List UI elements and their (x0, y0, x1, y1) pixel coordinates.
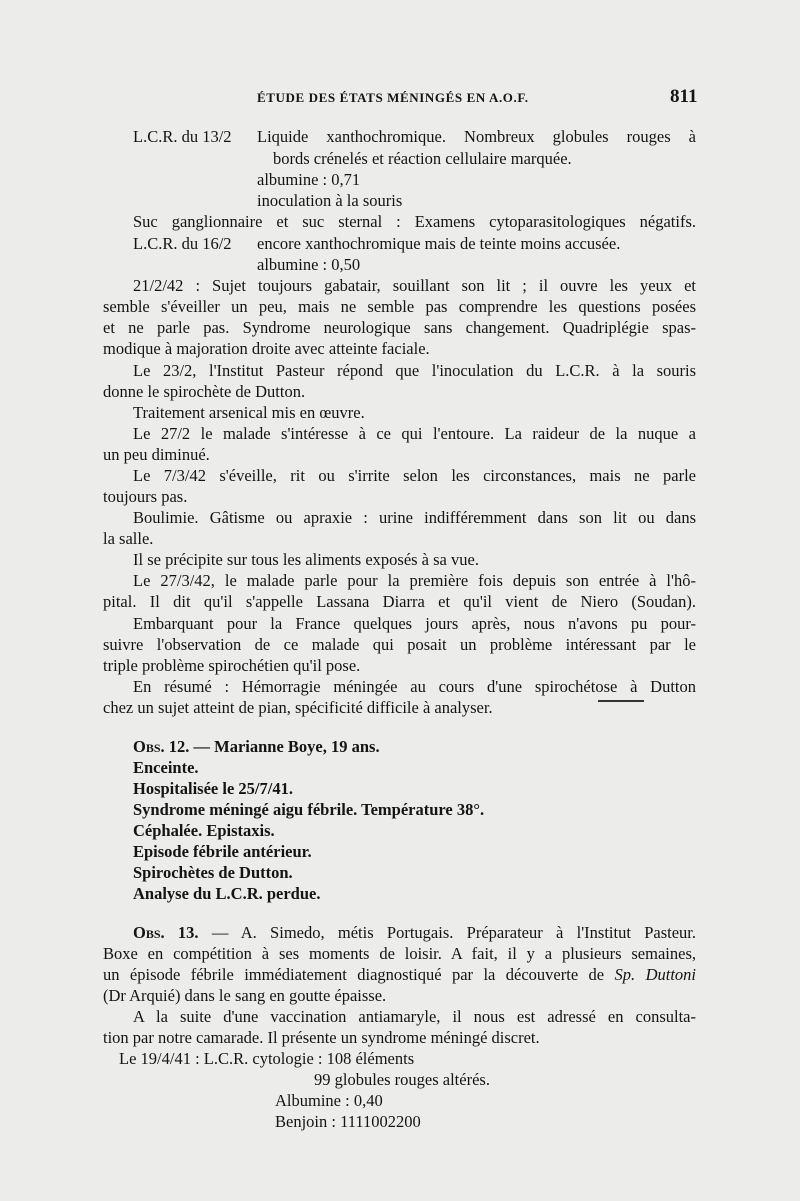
obs-12-heading (133, 737, 380, 757)
running-header (0, 86, 800, 110)
obs-13-globules: 99 globules rouges altérés. (314, 1070, 490, 1089)
end-rule (598, 700, 644, 702)
para-boulimie-line-2: la salle. (103, 529, 154, 548)
para-23-2-line-1: Le 23/2, l'Institut Pasteur répond que l'inoculation du L.C.R. à la souris (133, 361, 696, 380)
lcr-13-2-result-cont: bords crénelés et réaction cellulaire marquée. (273, 149, 572, 168)
species-name: Sp. Duttoni (614, 965, 697, 984)
obs-13-line-5: A la suite d'une vaccination antiamaryle, il nous est adressé en consulta- (133, 1007, 696, 1026)
para-precipite: Il se précipite sur tous les aliments exposés à sa vue. (133, 550, 479, 569)
para-7-3-line-1: Le 7/3/42 s'éveille, rit ou s'irrite selon les circonstances, mais ne parle (133, 466, 696, 485)
obs-13-line-3-text: un épisode fébrile immédiatement diagnostiqué par la découverte de (103, 965, 615, 984)
lcr-16-2-albumine: albumine : 0,50 (257, 255, 361, 274)
obs-12-line-5: Episode fébrile antérieur. (133, 842, 312, 861)
para-boulimie-line-1: Boulimie. Gâtisme ou apraxie : urine indifféremment dans son lit ou dans (133, 508, 696, 527)
para-21-2-line-1: 21/2/42 : Sujet toujours gabatair, souillant son lit ; il ouvre les yeux et (133, 276, 696, 295)
obs-13-albumine: Albumine : 0,40 (275, 1091, 383, 1110)
obs-13-line-6: tion par notre camarade. Il présente un syndrome méningé discret. (103, 1028, 540, 1047)
obs-12-line-1: Enceinte. (133, 758, 199, 777)
obs-12-line-2: Hospitalisée le 25/7/41. (133, 779, 293, 798)
para-27-2-line-1: Le 27/2 le malade s'intéresse à ce qui l'entoure. La raideur de la nuque a (133, 424, 696, 443)
lcr-16-2-label: L.C.R. du 16/2 (133, 234, 232, 253)
lcr-13-2-inoculation: inoculation à la souris (257, 191, 403, 210)
para-27-3-line-1: Le 27/3/42, le malade parle pour la première fois depuis son entrée à l'hô- (133, 571, 696, 590)
para-traitement: Traitement arsenical mis en œuvre. (133, 403, 365, 422)
para-embarquant-line-1: Embarquant pour la France quelques jours après, nous n'avons pu pour- (133, 614, 696, 633)
para-resume-line-2: chez un sujet atteint de pian, spécificité difficile à analyser. (103, 698, 493, 717)
obs-12-label: Obs. 12. (133, 737, 190, 756)
obs-13-label: Obs. 13. (133, 923, 199, 942)
para-embarquant-line-2: suivre l'observation de ce malade qui posait un problème intéressant par le (103, 635, 696, 654)
para-27-2-line-2: un peu diminué. (103, 445, 210, 464)
lcr-13-2-result: Liquide xanthochromique. Nombreux globules rouges à (257, 127, 696, 146)
obs-12-line-6: Spirochètes de Dutton. (133, 863, 293, 882)
suc-ganglionnaire-line: Suc ganglionnaire et suc sternal : Examens cytoparasitologiques négatifs. (133, 212, 696, 231)
para-21-2-line-2: semble s'éveiller un peu, mais ne semble pas comprendre les questions posées (103, 297, 696, 316)
obs-12-line-3: Syndrome méningé aigu fébrile. Température 38°. (133, 800, 485, 819)
obs-12-line-7: Analyse du L.C.R. perdue. (133, 884, 321, 903)
para-7-3-line-2: toujours pas. (103, 487, 188, 506)
lcr-13-2-albumine: albumine : 0,71 (257, 170, 361, 189)
obs-12-line-4: Céphalée. Epistaxis. (133, 821, 275, 840)
obs-13-benjoin: Benjoin : 1111002200 (275, 1112, 421, 1131)
para-resume-line-1: En résumé : Hémorragie méningée au cours d'une spirochétose à Dutton (133, 677, 696, 696)
para-27-3-line-2: pital. Il dit qu'il s'appelle Lassana Diarra et qu'il vient de Niero (Soudan). (103, 592, 696, 611)
obs-13-line-1 (133, 923, 696, 943)
obs-13-line-4: (Dr Arquié) dans le sang en goutte épaisse. (103, 986, 387, 1005)
obs-12-title: — Marianne Boye, 19 ans. (189, 737, 380, 756)
para-23-2-line-2: donne le spirochète de Dutton. (103, 382, 306, 401)
obs-13-first-line: — A. Simedo, métis Portugais. Préparateur à l'Institut Pasteur. (198, 923, 697, 942)
lcr-16-2-result: encore xanthochromique mais de teinte moins accusée. (257, 234, 621, 253)
obs-13-line-2: Boxe en compétition à ses moments de loisir. A fait, il y a plusieurs semaines, (103, 944, 696, 963)
obs-13-line-3 (103, 965, 696, 985)
running-title: ÉTUDE DES ÉTATS MÉNINGÉS EN A.O.F. (257, 90, 529, 105)
para-embarquant-line-3: triple problème spirochétien qu'il pose. (103, 656, 361, 675)
para-21-2-line-3: et ne parle pas. Syndrome neurologique sans changement. Quadriplégie spas- (103, 318, 696, 337)
obs-13-lcr-line: Le 19/4/41 : L.C.R. cytologie : 108 éléments (119, 1049, 415, 1068)
page-number: 811 (670, 86, 698, 107)
para-21-2-line-4: modique à majoration droite avec atteinte faciale. (103, 339, 430, 358)
lcr-13-2-label: L.C.R. du 13/2 (133, 127, 232, 146)
